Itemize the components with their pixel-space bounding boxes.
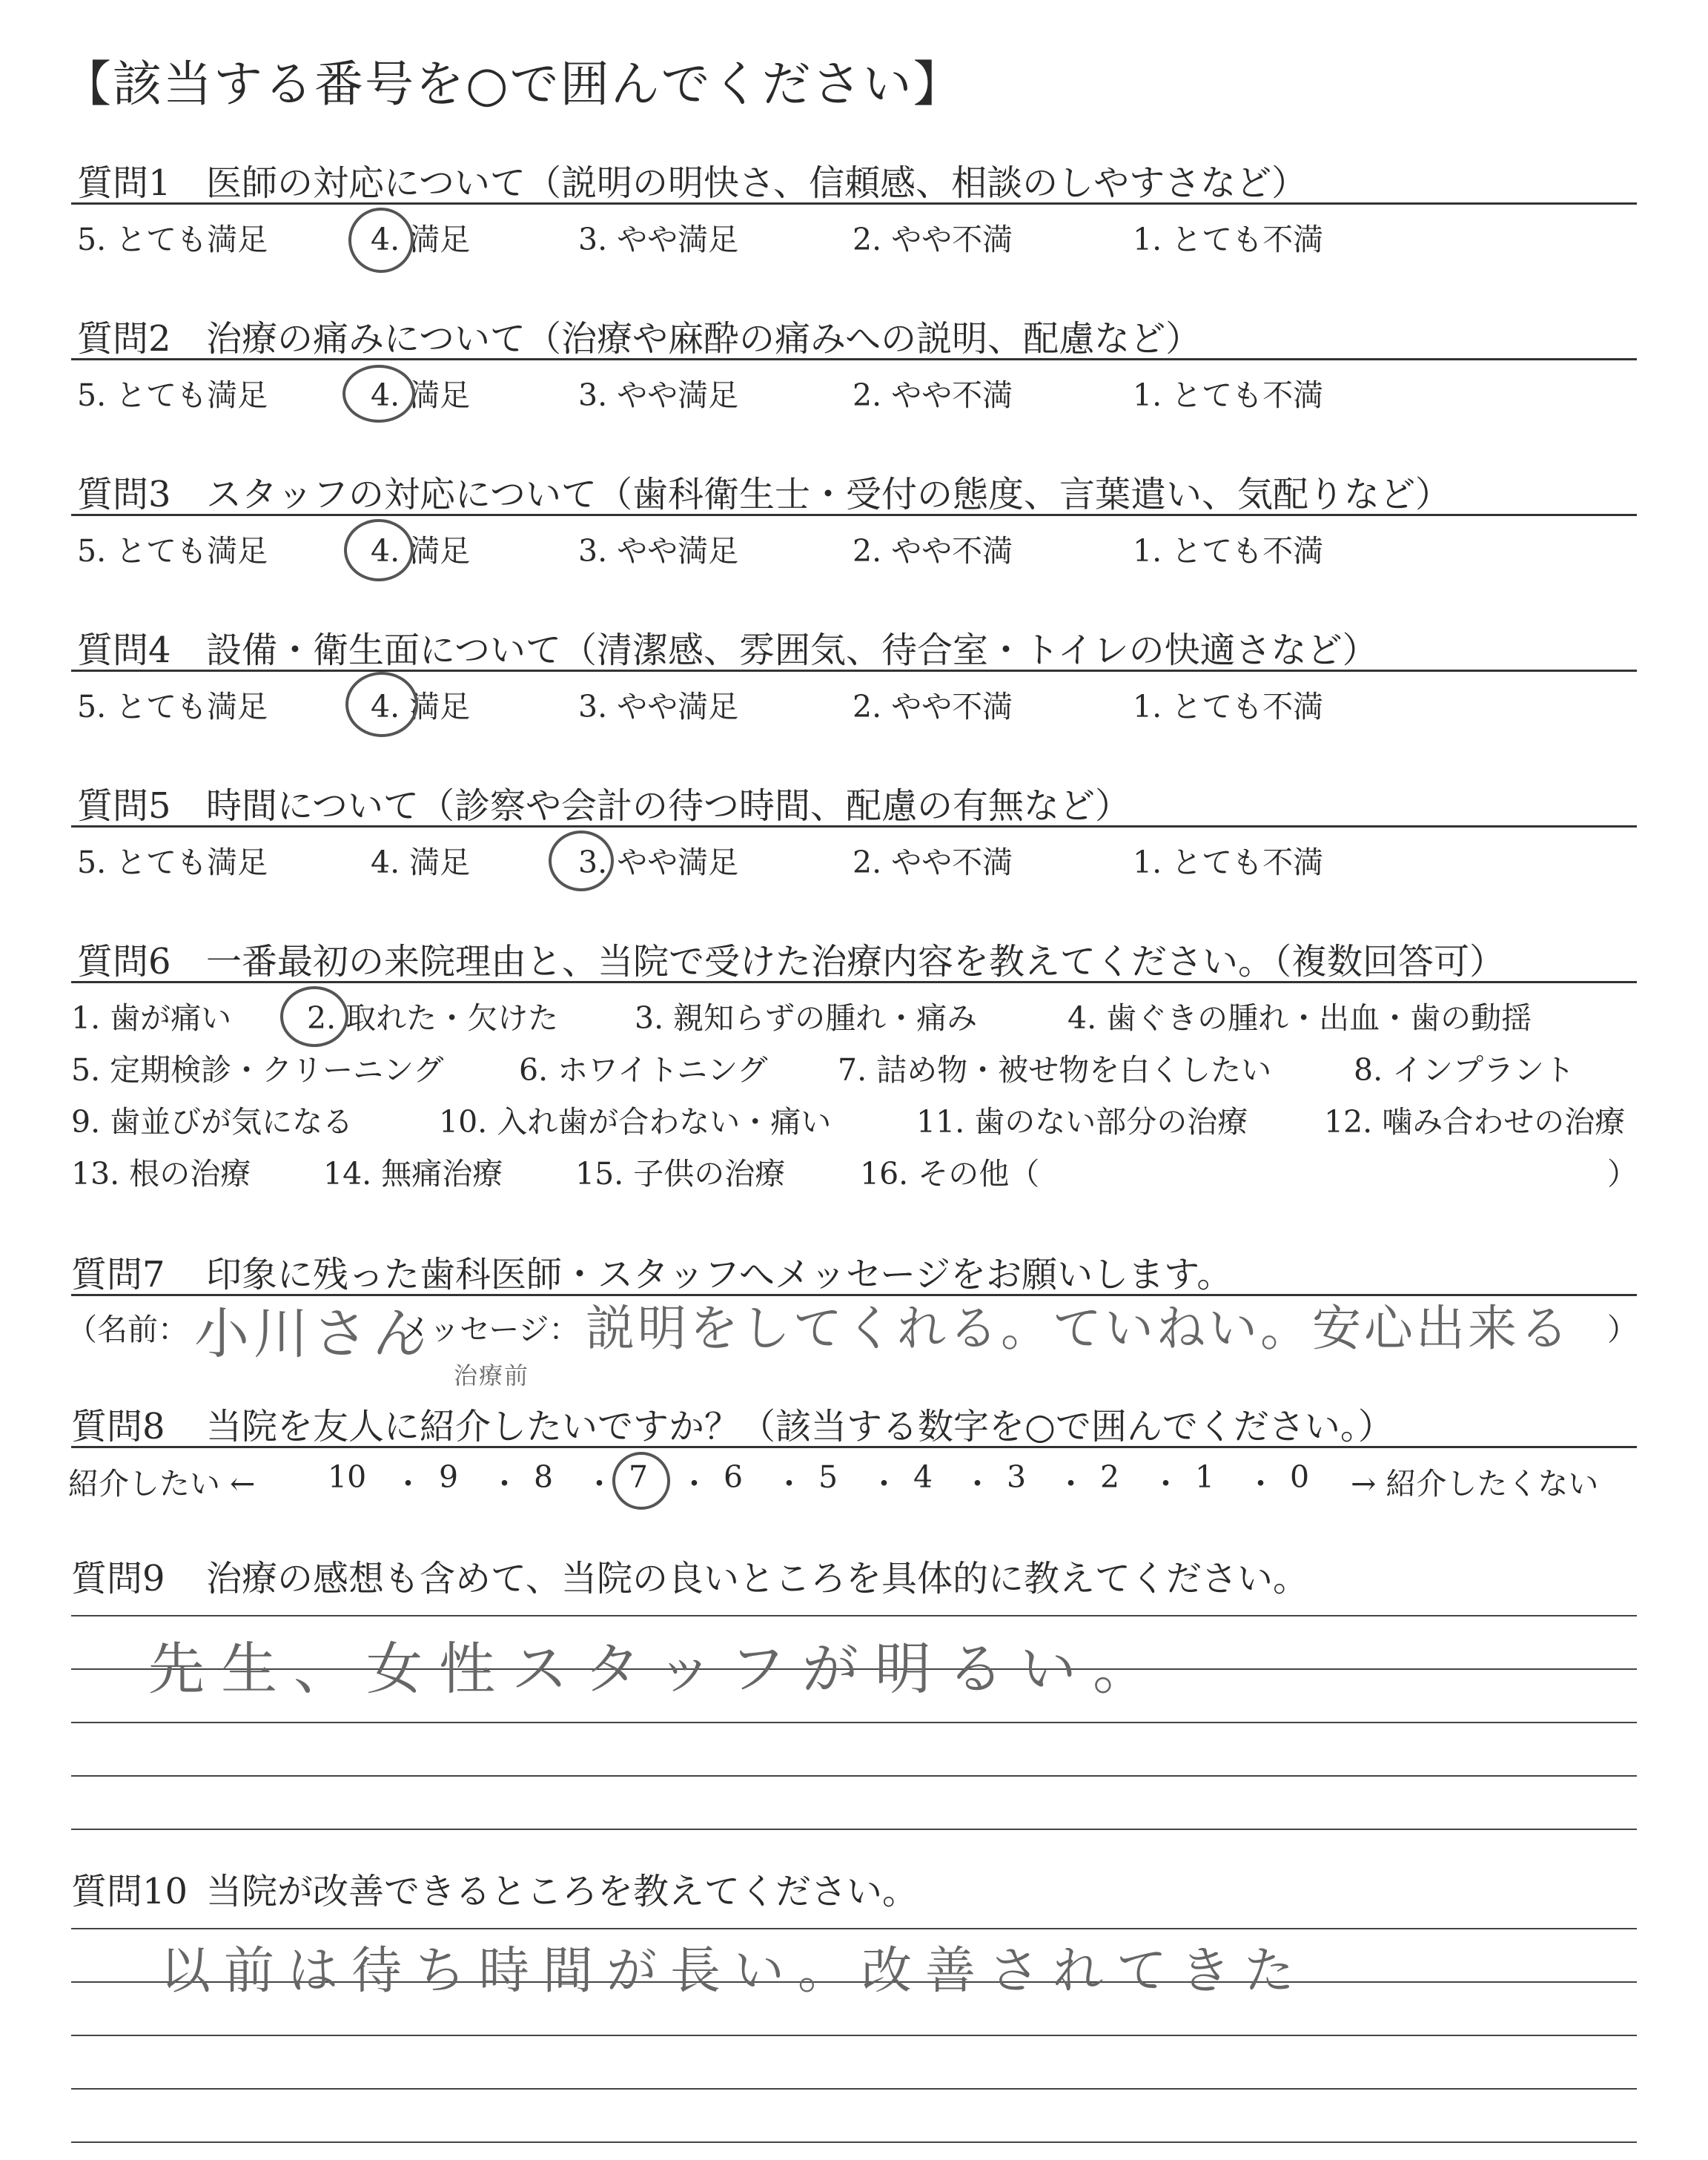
answer-line (71, 1775, 1637, 1777)
question-text: スタッフの対応について（歯科衛生士・受付の態度、言葉遣い、気配りなど） (206, 474, 1452, 515)
scale-value-2[interactable]: 2 (1100, 1459, 1120, 1495)
handwritten-name: 小川さん (194, 1302, 431, 1366)
question-text: 治療の痛みについて（治療や麻酔の痛みへの説明、配慮など） (206, 318, 1202, 360)
question-text: 当院を友人に紹介したいですか？（該当する数字を○で囲んでください。） (206, 1406, 1394, 1447)
question-label: 質問4 (77, 630, 171, 671)
answer-line (71, 1722, 1637, 1723)
option-4[interactable]: 4. 満足 (371, 533, 471, 569)
option-3[interactable]: 3. やや満足 (578, 845, 739, 880)
handwritten-answer: 先生、女性スタッフが明るい。 (148, 1636, 1165, 1702)
option-5[interactable]: 5. とても満足 (77, 689, 268, 724)
scale-value-10[interactable]: 10 (328, 1459, 367, 1495)
question-text: 医師の対応について（説明の明快さ、信頼感、相談のしやすさなど） (206, 162, 1308, 204)
scale-dot: ・ (869, 1466, 899, 1502)
close-paren: ） (1607, 1312, 1638, 1347)
selection-circle (612, 1452, 670, 1510)
question-text: 設備・衛生面について（清潔感、雰囲気、待合室・トイレの快適さなど） (206, 630, 1378, 671)
option-5[interactable]: 5. とても満足 (77, 377, 268, 413)
option-1[interactable]: 1. とても不満 (1133, 222, 1324, 257)
handwritten-note: 治療前 (454, 1361, 530, 1390)
answer-line (71, 2141, 1637, 2143)
q6-option[interactable]: 14. 無痛治療 (323, 1156, 503, 1192)
scale-dot: ・ (774, 1466, 804, 1502)
answer-line (71, 1829, 1637, 1830)
q6-option[interactable]: 9. 歯並びが気になる (71, 1104, 354, 1140)
divider (71, 202, 1637, 205)
q6-option[interactable]: 7. 詰め物・被せ物を白くしたい (838, 1052, 1272, 1088)
question-label: 質問8 (71, 1406, 165, 1447)
question-label: 質問7 (71, 1254, 165, 1295)
divider (71, 670, 1637, 672)
divider (71, 1446, 1637, 1448)
question-label: 質問9 (71, 1558, 165, 1599)
question-text: 時間について（診察や会計の待つ時間、配慮の有無など） (206, 785, 1131, 827)
option-2[interactable]: 2. やや不満 (853, 689, 1013, 724)
option-1[interactable]: 1. とても不満 (1133, 689, 1324, 724)
scale-dot: ・ (1056, 1466, 1086, 1502)
scale-dot: ・ (962, 1466, 993, 1502)
q6-option[interactable]: 2. 取れた・欠けた (307, 1000, 559, 1036)
answer-line (71, 1615, 1637, 1616)
option-4[interactable]: 4. 満足 (371, 845, 471, 880)
name-label: （名前： (67, 1312, 188, 1347)
scale-dot: ・ (393, 1466, 423, 1502)
scale-dot: ・ (584, 1466, 615, 1502)
message-label: メッセージ： (399, 1312, 580, 1347)
close-paren: ） (1607, 1156, 1638, 1192)
scale-value-9[interactable]: 9 (439, 1459, 459, 1495)
option-2[interactable]: 2. やや不満 (853, 845, 1013, 880)
divider (71, 981, 1637, 983)
answer-line (71, 2035, 1637, 2036)
question-label: 質問10 (71, 1871, 188, 1912)
q6-option[interactable]: 6. ホワイトニング (519, 1052, 768, 1088)
scale-value-3[interactable]: 3 (1007, 1459, 1027, 1495)
option-2[interactable]: 2. やや不満 (853, 222, 1013, 257)
handwritten-answer: 以前は待ち時間が長い。改善されてきた (160, 1942, 1308, 2001)
option-5[interactable]: 5. とても満足 (77, 222, 268, 257)
option-4[interactable]: 4. 満足 (371, 689, 471, 724)
option-3[interactable]: 3. やや満足 (578, 533, 739, 569)
selection-circle (280, 986, 348, 1047)
question-text: 一番最初の来院理由と、当院で受けた治療内容を教えてください。（複数回答可） (206, 941, 1506, 982)
option-3[interactable]: 3. やや満足 (578, 377, 739, 413)
question-label: 質問3 (77, 474, 171, 515)
divider (71, 514, 1637, 516)
question-text: 治療の感想も含めて、当院の良いところを具体的に教えてください。 (206, 1558, 1309, 1599)
scale-value-1[interactable]: 1 (1195, 1459, 1215, 1495)
handwritten-message: 説明をしてくれる。ていねい。安心出来る (586, 1300, 1572, 1357)
option-5[interactable]: 5. とても満足 (77, 845, 268, 880)
selection-circle (342, 365, 415, 423)
option-4[interactable]: 4. 満足 (371, 222, 471, 257)
divider (71, 358, 1637, 360)
scale-dot: ・ (679, 1466, 709, 1502)
q6-option[interactable]: 3. 親知らずの腫れ・痛み (635, 1000, 978, 1036)
answer-line (71, 2088, 1637, 2090)
option-4[interactable]: 4. 満足 (371, 377, 471, 413)
answer-line (71, 1928, 1637, 1929)
q6-option[interactable]: 5. 定期検診・クリーニング (71, 1052, 444, 1088)
q6-option[interactable]: 15. 子供の治療 (575, 1156, 786, 1192)
q6-option[interactable]: 13. 根の治療 (71, 1156, 251, 1192)
option-2[interactable]: 2. やや不満 (853, 377, 1013, 413)
scale-value-8[interactable]: 8 (534, 1459, 554, 1495)
option-1[interactable]: 1. とても不満 (1133, 533, 1324, 569)
scale-value-0[interactable]: 0 (1290, 1459, 1310, 1495)
q6-option[interactable]: 4. 歯ぐきの腫れ・出血・歯の動揺 (1068, 1000, 1532, 1036)
q6-option[interactable]: 11. 歯のない部分の治療 (916, 1104, 1248, 1140)
q6-option[interactable]: 16. その他（ (860, 1156, 1040, 1192)
selection-circle (344, 519, 414, 581)
q6-option[interactable]: 12. 噛み合わせの治療 (1324, 1104, 1626, 1140)
question-label: 質問6 (77, 941, 171, 982)
scale-left-label: 紹介したい ← (68, 1466, 256, 1502)
scale-right-label: → 紹介したくない (1351, 1466, 1599, 1502)
scale-dot: ・ (1151, 1466, 1181, 1502)
option-3[interactable]: 3. やや満足 (578, 689, 739, 724)
form-title: 【該当する番号を○で囲んでください】 (62, 56, 964, 113)
option-3[interactable]: 3. やや満足 (578, 222, 739, 257)
question-label: 質問1 (77, 162, 171, 204)
option-2[interactable]: 2. やや不満 (853, 533, 1013, 569)
selection-circle (549, 830, 614, 891)
selection-circle (348, 208, 414, 273)
scale-value-4[interactable]: 4 (913, 1459, 933, 1495)
option-5[interactable]: 5. とても満足 (77, 533, 268, 569)
option-1[interactable]: 1. とても不満 (1133, 377, 1324, 413)
scale-dot: ・ (489, 1466, 520, 1502)
q6-option[interactable]: 8. インプラント (1354, 1052, 1575, 1088)
scale-dot: ・ (1245, 1466, 1276, 1502)
divider (71, 825, 1637, 828)
selection-circle (345, 672, 418, 737)
scale-value-6[interactable]: 6 (724, 1459, 744, 1495)
option-1[interactable]: 1. とても不満 (1133, 845, 1324, 880)
q6-option[interactable]: 1. 歯が痛い (71, 1000, 232, 1036)
q6-option[interactable]: 10. 入れ歯が合わない・痛い (439, 1104, 832, 1140)
scale-value-7[interactable]: 7 (629, 1459, 649, 1495)
scale-value-5[interactable]: 5 (818, 1459, 838, 1495)
question-text: 当院が改善できるところを教えてください。 (206, 1871, 918, 1912)
question-label: 質問2 (77, 318, 171, 360)
question-text: 印象に残った歯科医師・スタッフへメッセージをお願いします。 (206, 1254, 1233, 1295)
question-label: 質問5 (77, 785, 171, 827)
